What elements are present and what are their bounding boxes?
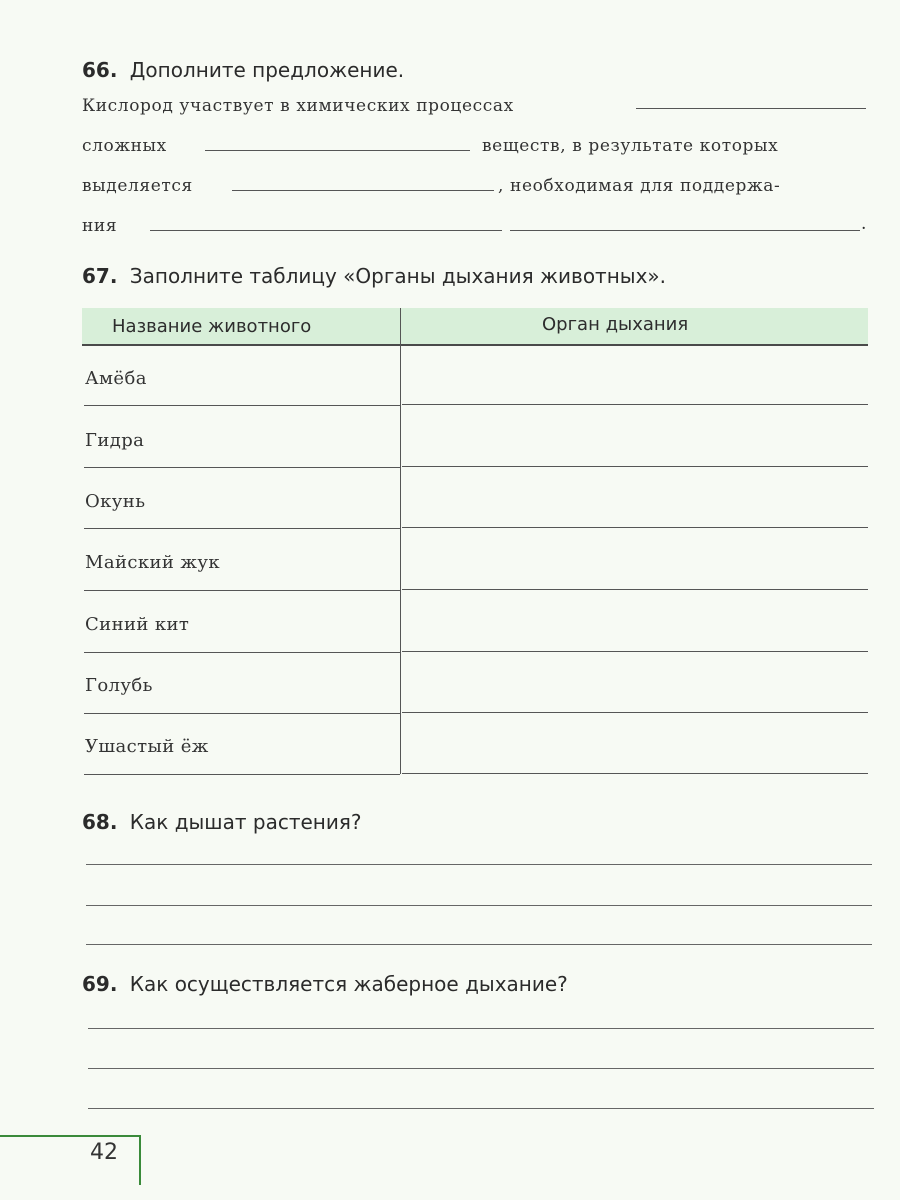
task-66-line-1: Кислород участвует в химических процессах: [82, 96, 514, 116]
page-number: 42: [90, 1140, 118, 1165]
blank-1[interactable]: [636, 108, 866, 109]
table-row-line: [84, 590, 400, 591]
task-67-number: 67.: [82, 264, 118, 288]
table-row-label: Синий кит: [85, 614, 190, 635]
table-row-label: Ушастый ёж: [85, 736, 209, 757]
answer-line[interactable]: [88, 1068, 874, 1069]
page-number-frame-side: [139, 1135, 141, 1185]
answer-cell-amoeba[interactable]: [402, 404, 868, 405]
table-row-label: Амёба: [85, 368, 147, 389]
task-66-heading: [82, 58, 404, 82]
table-row-label: Майский жук: [85, 552, 221, 573]
answer-cell-hedgehog[interactable]: [402, 773, 868, 774]
header-animal-name: Название животного: [112, 316, 312, 337]
task-69-title: Как осуществляется жаберное дыхание?: [129, 972, 568, 996]
task-66-line-2b: веществ, в результате которых: [482, 136, 779, 156]
table-column-divider: [400, 308, 401, 774]
answer-cell-hydra[interactable]: [402, 466, 868, 467]
answer-cell-blue-whale[interactable]: [402, 651, 868, 652]
answer-line[interactable]: [86, 864, 872, 865]
answer-line[interactable]: [88, 1028, 874, 1029]
table-row-line: [84, 528, 400, 529]
table-header: [82, 308, 868, 346]
task-67-heading: [82, 264, 666, 288]
answer-line[interactable]: [88, 1108, 874, 1109]
table-row-line: [84, 467, 400, 468]
blank-2[interactable]: [205, 150, 470, 151]
table-row-label: Голубь: [85, 675, 153, 696]
task-68-number: 68.: [82, 810, 118, 834]
header-respiratory-organ: Орган дыхания: [542, 314, 689, 335]
task-68-title: Как дышат растения?: [129, 810, 362, 834]
task-69-number: 69.: [82, 972, 118, 996]
table-row-label: Гидра: [85, 430, 145, 451]
blank-4[interactable]: [150, 230, 502, 231]
task-66-title: Дополните предложение.: [129, 58, 405, 82]
task-66-line-3a: выделяется: [82, 176, 193, 196]
task-67-title: Заполните таблицу «Органы дыхания животных».: [129, 264, 667, 288]
task-66-number: 66.: [82, 58, 118, 82]
task-66-period: .: [861, 214, 867, 234]
page-number-frame-top: [0, 1135, 141, 1137]
table-row-line: [84, 774, 400, 775]
task-69-heading: [82, 972, 568, 996]
blank-5[interactable]: [510, 230, 860, 231]
answer-cell-pigeon[interactable]: [402, 712, 868, 713]
table-row-label: Окунь: [85, 491, 146, 512]
table-row-line: [84, 405, 400, 406]
task-66-line-4a: ния: [82, 216, 118, 236]
answer-line[interactable]: [86, 944, 872, 945]
task-66-line-3b: , необходимая для поддержа-: [498, 176, 781, 196]
table-row-line: [84, 652, 400, 653]
answer-line[interactable]: [86, 905, 872, 906]
task-68-heading: [82, 810, 362, 834]
table-row-line: [84, 713, 400, 714]
task-66-line-2a: сложных: [82, 136, 167, 156]
answer-cell-may-beetle[interactable]: [402, 589, 868, 590]
answer-cell-perch[interactable]: [402, 527, 868, 528]
blank-3[interactable]: [232, 190, 494, 191]
